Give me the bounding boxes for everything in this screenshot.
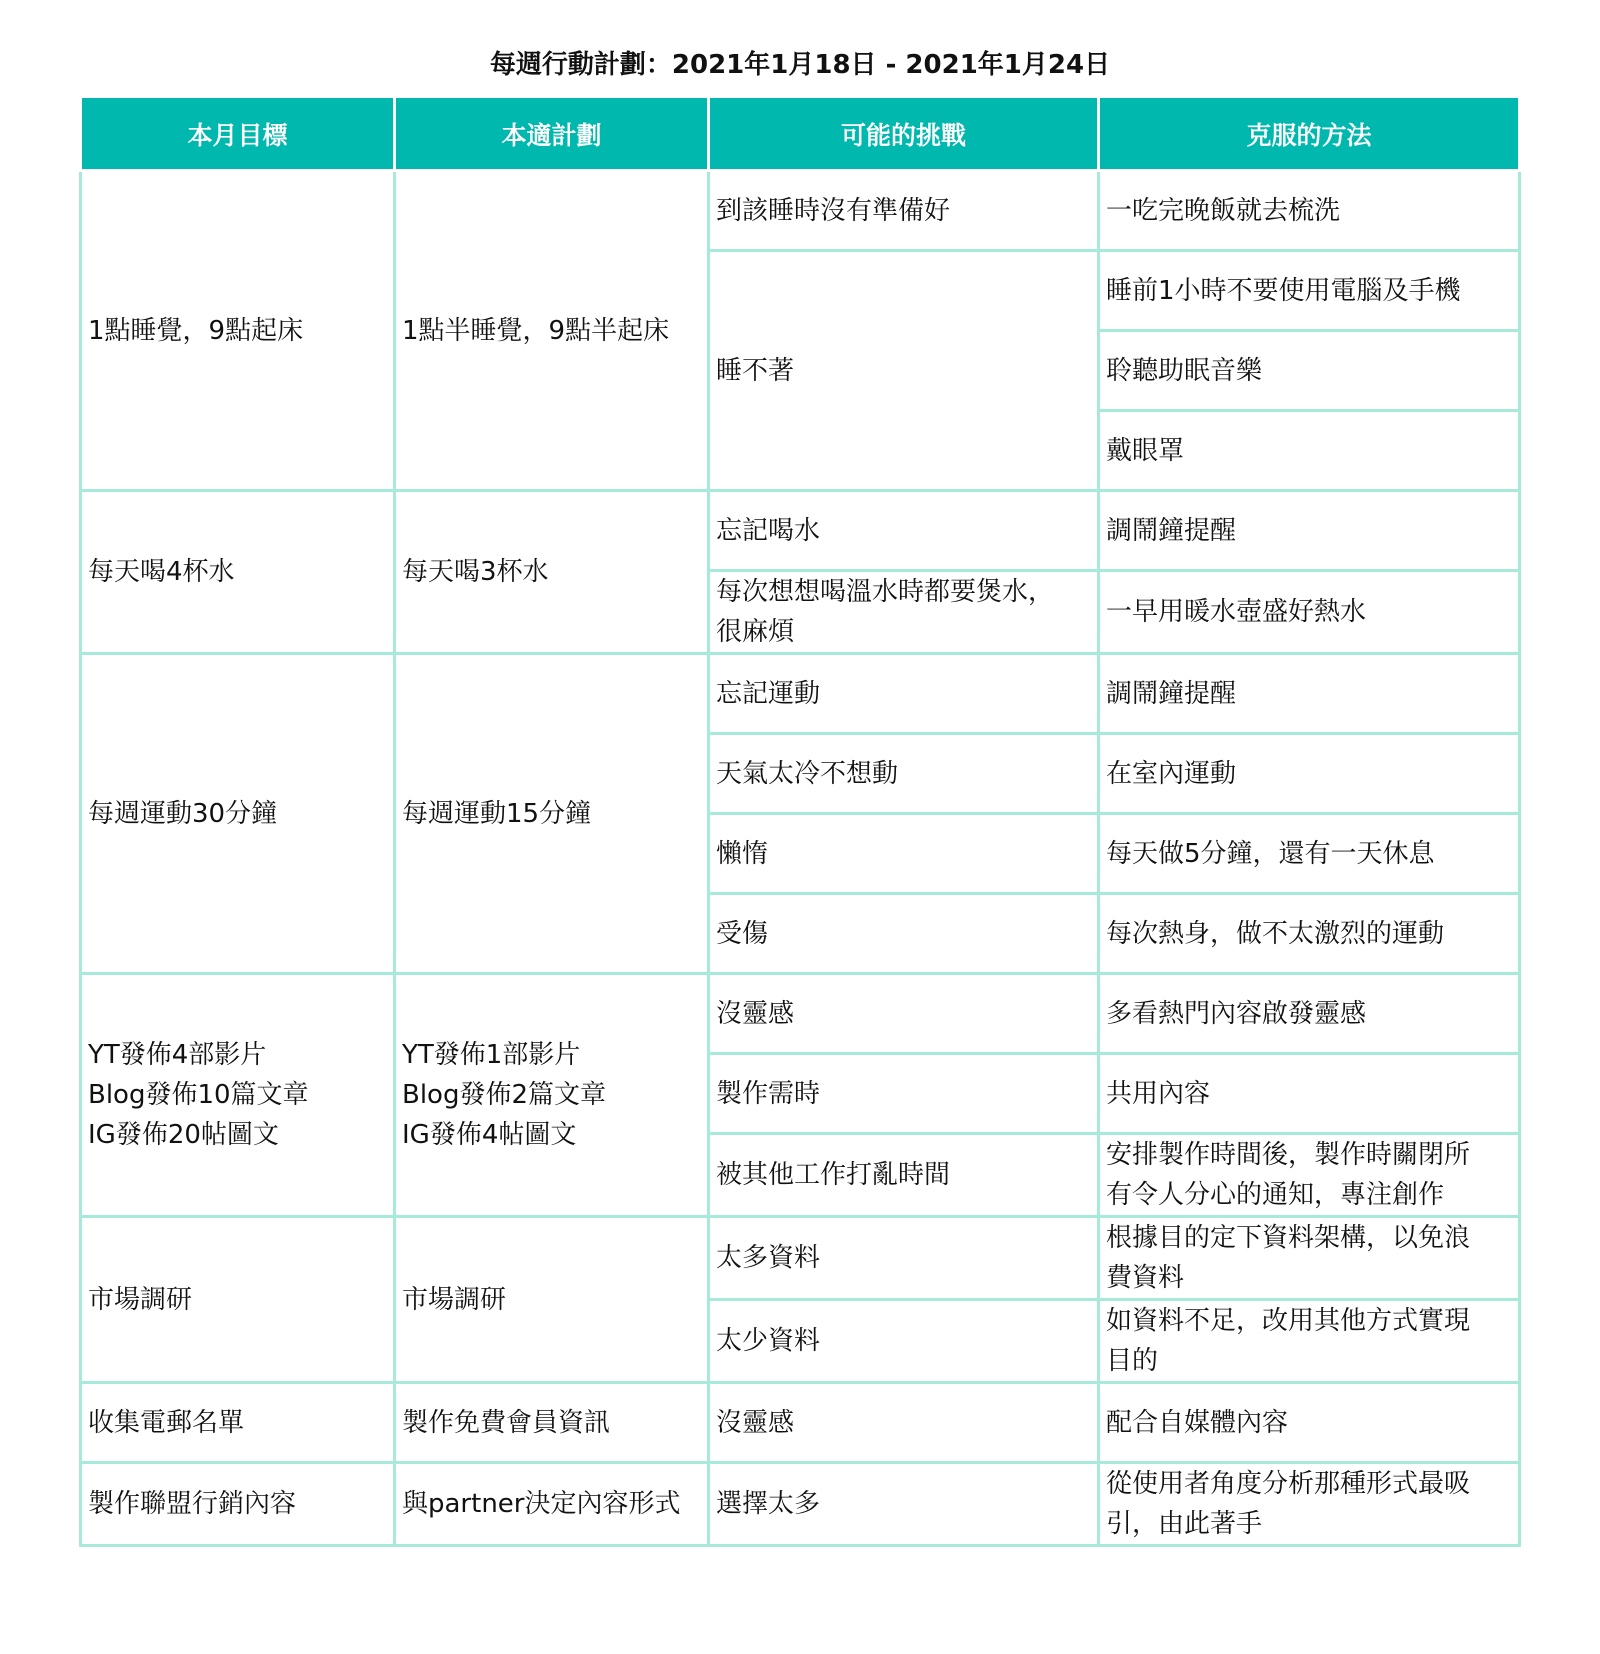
challenge-cell: 每次想想喝溫水時都要煲水， 很麻煩 <box>709 571 1099 654</box>
goal-cell: YT發佈4部影片 Blog發佈10篇文章 IG發佈20帖圖文 <box>81 974 395 1217</box>
challenge-cell: 忘記運動 <box>709 654 1099 734</box>
challenge-cell: 忘記喝水 <box>709 491 1099 571</box>
solution-cell: 多看熱門內容啟發靈感 <box>1099 974 1520 1054</box>
challenge-cell: 到該睡時沒有準備好 <box>709 171 1099 251</box>
solution-cell: 每天做5分鐘，還有一天休息 <box>1099 814 1520 894</box>
table-row <box>81 171 1520 251</box>
table-row <box>81 974 1520 1054</box>
solution-cell: 一吃完晚飯就去梳洗 <box>1099 171 1520 251</box>
weekly-plan-table <box>79 95 1521 1547</box>
challenge-cell: 太多資料 <box>709 1217 1099 1300</box>
challenge-cell: 天氣太冷不想動 <box>709 734 1099 814</box>
solution-cell: 根據目的定下資料架構，以免浪 費資料 <box>1099 1217 1520 1300</box>
challenge-cell: 選擇太多 <box>709 1463 1099 1546</box>
page-title: 每週行動計劃：2021年1月18日 - 2021年1月24日 <box>489 50 1111 80</box>
table-row <box>81 1383 1520 1463</box>
challenge-cell: 睡不著 <box>709 251 1099 491</box>
solution-cell: 調鬧鐘提醒 <box>1099 654 1520 734</box>
table-row <box>81 1463 1520 1546</box>
goal-cell: 市場調研 <box>81 1217 395 1383</box>
header-possible-challenges: 可能的挑戰 <box>709 97 1099 171</box>
plan-cell: 與partner決定內容形式 <box>395 1463 709 1546</box>
plan-cell: 每天喝3杯水 <box>395 491 709 654</box>
solution-cell: 每次熱身，做不太激烈的運動 <box>1099 894 1520 974</box>
header-solutions: 克服的方法 <box>1099 97 1520 171</box>
solution-cell: 配合自媒體內容 <box>1099 1383 1520 1463</box>
challenge-cell: 懶惰 <box>709 814 1099 894</box>
goal-cell: 1點睡覺，9點起床 <box>81 171 395 491</box>
goal-cell: 製作聯盟行銷內容 <box>81 1463 395 1546</box>
plan-cell: 製作免費會員資訊 <box>395 1383 709 1463</box>
challenge-cell: 太少資料 <box>709 1300 1099 1383</box>
solution-cell: 如資料不足，改用其他方式實現 目的 <box>1099 1300 1520 1383</box>
header-row <box>81 97 1520 171</box>
solution-cell: 調鬧鐘提醒 <box>1099 491 1520 571</box>
solution-cell: 戴眼罩 <box>1099 411 1520 491</box>
table-row <box>81 654 1520 734</box>
goal-cell: 收集電郵名單 <box>81 1383 395 1463</box>
challenge-cell: 受傷 <box>709 894 1099 974</box>
table-row <box>81 491 1520 571</box>
solution-cell: 共用內容 <box>1099 1054 1520 1134</box>
solution-cell: 在室內運動 <box>1099 734 1520 814</box>
solution-cell: 一早用暖水壺盛好熱水 <box>1099 571 1520 654</box>
table-row <box>81 1217 1520 1300</box>
plan-cell: YT發佈1部影片 Blog發佈2篇文章 IG發佈4帖圖文 <box>395 974 709 1217</box>
plan-cell: 市場調研 <box>395 1217 709 1383</box>
header-weekly-plan: 本適計劃 <box>395 97 709 171</box>
solution-cell: 從使用者角度分析那種形式最吸 引，由此著手 <box>1099 1463 1520 1546</box>
challenge-cell: 製作需時 <box>709 1054 1099 1134</box>
plan-cell: 每週運動15分鐘 <box>395 654 709 974</box>
header-monthly-goal: 本月目標 <box>81 97 395 171</box>
solution-cell: 睡前1小時不要使用電腦及手機 <box>1099 251 1520 331</box>
plan-cell: 1點半睡覺，9點半起床 <box>395 171 709 491</box>
solution-cell: 安排製作時間後，製作時關閉所 有令人分心的通知，專注創作 <box>1099 1134 1520 1217</box>
challenge-cell: 沒靈感 <box>709 974 1099 1054</box>
goal-cell: 每天喝4杯水 <box>81 491 395 654</box>
goal-cell: 每週運動30分鐘 <box>81 654 395 974</box>
challenge-cell: 被其他工作打亂時間 <box>709 1134 1099 1217</box>
solution-cell: 聆聽助眠音樂 <box>1099 331 1520 411</box>
challenge-cell: 沒靈感 <box>709 1383 1099 1463</box>
